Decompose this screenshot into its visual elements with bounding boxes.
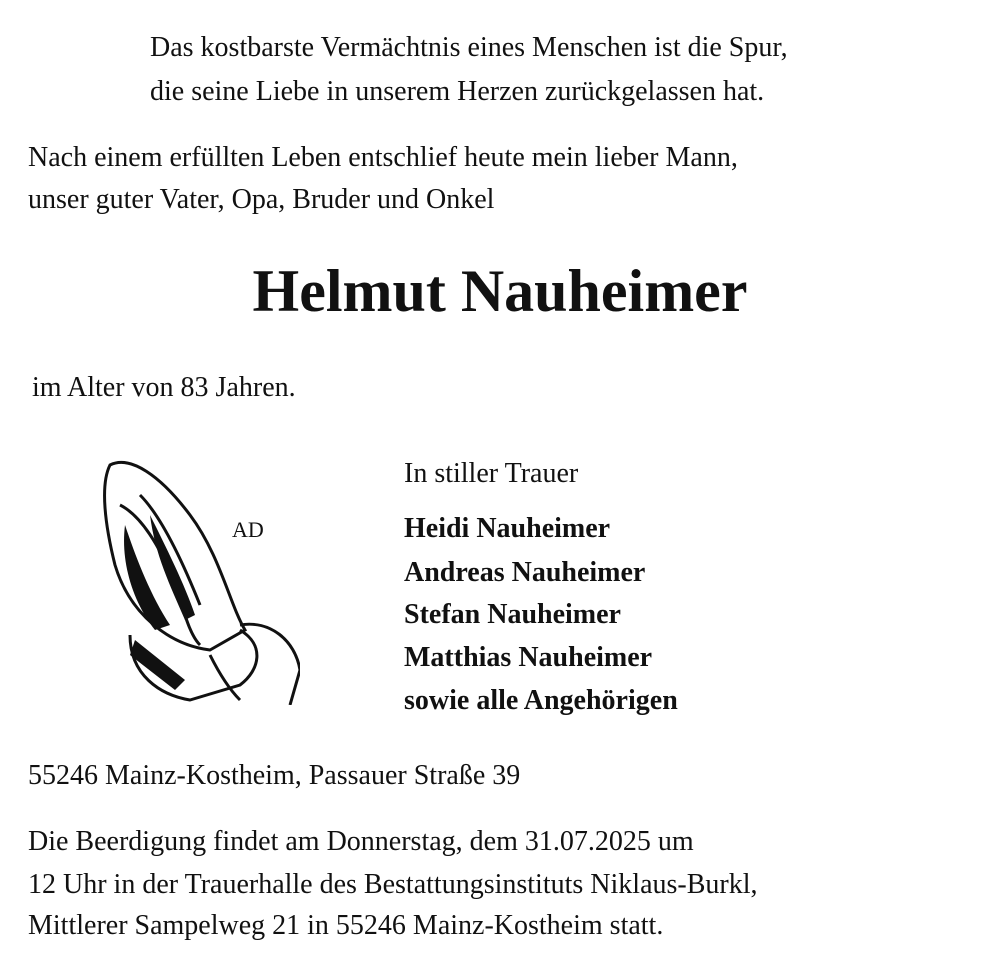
intro-line-1: Nach einem erfüllten Leben entschlief heute mein lieber Mann, — [28, 142, 738, 173]
mourner: Stefan Nauheimer — [404, 599, 621, 630]
address: 55246 Mainz-Kostheim, Passauer Straße 39 — [28, 760, 521, 791]
monogram: AD — [232, 517, 264, 542]
praying-hands-image — [90, 455, 300, 705]
intro-line-2: unser guter Vater, Opa, Bruder und Onkel — [28, 184, 495, 215]
age-line: im Alter von 83 Jahren. — [32, 372, 296, 403]
funeral-line-2: 12 Uhr in der Trauerhalle des Bestattungsinstituts Niklaus-Burkl, — [28, 869, 758, 900]
mourner: sowie alle Angehörigen — [404, 685, 678, 716]
funeral-line-1: Die Beerdigung findet am Donnerstag, dem 31.07.2025 um — [28, 826, 694, 857]
mourning-label: In stiller Trauer — [404, 458, 579, 489]
deceased-name: Helmut Nauheimer — [252, 258, 748, 324]
quote-line-2: die seine Liebe in unserem Herzen zurückgelassen hat. — [150, 76, 765, 107]
quote-line-1: Das kostbarste Vermächtnis eines Menschen ist die Spur, — [150, 32, 788, 63]
mourner: Matthias Nauheimer — [404, 642, 653, 673]
funeral-line-3: Mittlerer Sampelweg 21 in 55246 Mainz-Kostheim statt. — [28, 910, 664, 941]
mourner: Andreas Nauheimer — [404, 557, 646, 588]
mourner: Heidi Nauheimer — [404, 513, 611, 544]
